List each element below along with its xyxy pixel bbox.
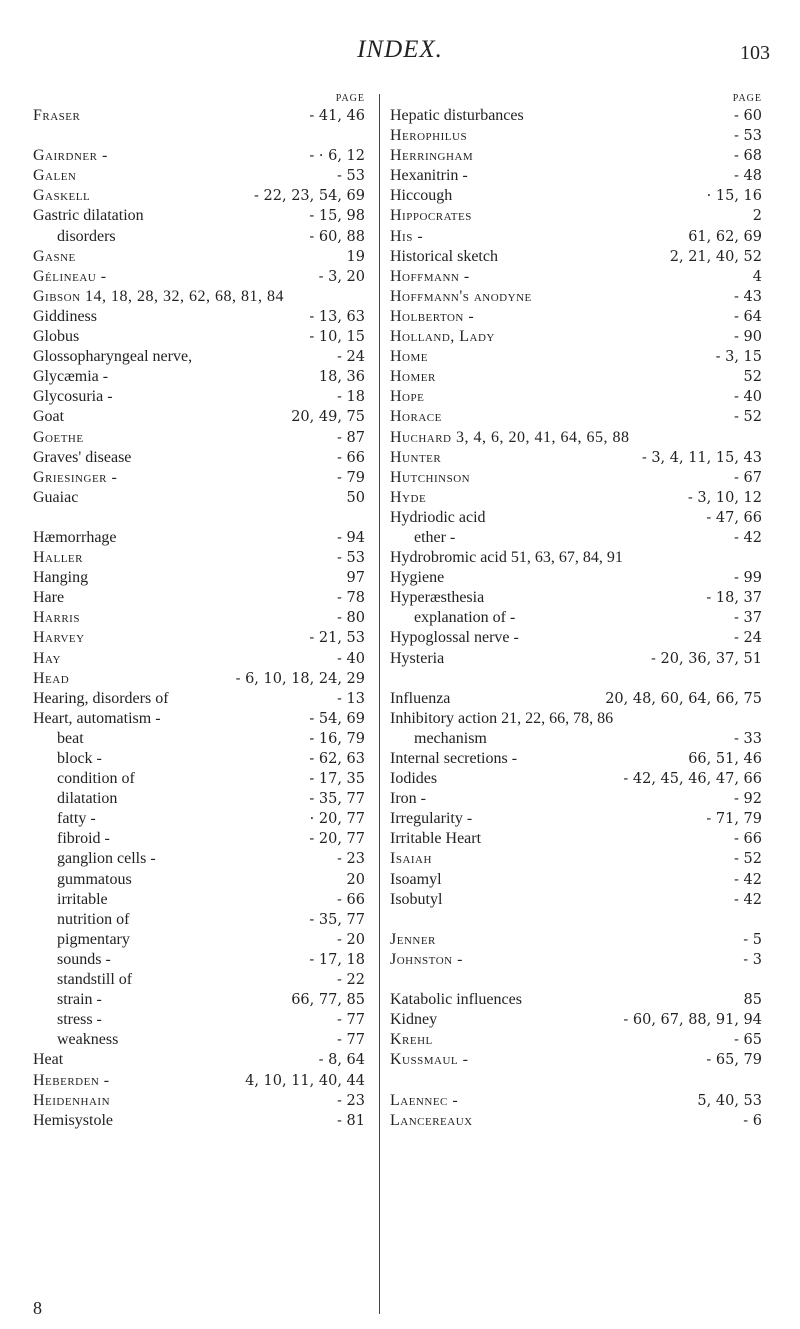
index-entry [390,367,762,387]
index-pages: 2, 21, 40, 52 [669,248,762,265]
index-pages: - 68 [734,148,762,165]
index-entry [390,407,762,427]
index-entry [33,1050,365,1070]
index-term: pigmentary [57,930,130,948]
index-term: Irritable Heart [390,830,482,848]
index-pages: - 35, 77 [309,911,365,928]
index-entry [390,287,762,307]
index-entry [33,428,365,448]
index-entry [390,689,762,709]
index-term: Herringham [390,147,474,165]
index-pages: 18, 36 [318,369,365,386]
index-term: Head [33,669,70,687]
index-entry [33,890,365,910]
index-term: Hunter [390,448,442,466]
index-pages: - 3, 4, 11, 15, 43 [641,449,762,466]
index-term: Gairdner - [33,147,108,165]
index-entry [390,588,762,608]
index-term: Gaskell [33,187,91,205]
index-entry [33,448,365,468]
index-entry [33,588,365,608]
index-entry [33,870,365,890]
index-entry [33,227,365,247]
index-entry [33,327,365,347]
index-entry [33,950,365,970]
index-term: Heat [33,1051,64,1069]
index-term: Iron - [390,790,426,808]
index-entry [33,1010,365,1030]
index-term: Hyperæsthesia [390,589,485,607]
index-pages: - 8, 64 [318,1052,365,1069]
index-term: Hydriodic acid [390,508,486,526]
index-pages: - 92 [734,791,762,808]
index-pages: 52 [743,369,762,386]
index-pages: - 24 [734,630,762,647]
index-pages: - 65, 79 [706,1052,762,1069]
index-entry [390,1111,762,1131]
index-entry [33,709,365,729]
index-pages: 20, 48, 60, 64, 66, 75 [605,690,762,707]
index-term: Johnston - [390,950,463,968]
signature-mark: 8 [33,1298,42,1318]
index-term: Laennec - [390,1091,459,1109]
index-term: Holberton - [390,307,475,325]
index-term: block - [57,750,102,767]
index-term: Gasne [33,247,76,265]
index-pages: - 40 [734,389,762,406]
index-pages: - 60, 67, 88, 91, 94 [623,1012,762,1029]
index-pages: - 17, 18 [309,951,365,968]
index-pages: - 47, 66 [706,509,762,526]
index-entry [33,990,365,1010]
index-pages: - 42 [734,529,762,546]
index-pages: 20, 49, 75 [291,409,365,426]
index-pages: - 5 [743,931,762,948]
index-entry [33,769,365,789]
index-pages: - 6 [743,1112,762,1129]
index-term: explanation of - [414,609,516,627]
index-entry [33,749,365,769]
index-term: Gélineau - [33,267,107,285]
index-pages: - 3 [743,951,762,968]
index-term: fibroid - [57,830,110,848]
index-entry [390,347,762,367]
index-entry [33,347,365,367]
index-entry [390,488,762,508]
page-column-label: PAGE [732,93,762,104]
index-pages: - 20 [337,931,365,948]
index-pages: - 53 [337,550,365,567]
index-entry [390,990,762,1010]
index-pages: - 15, 98 [309,208,365,225]
index-entry [390,890,762,910]
index-entry [390,166,762,186]
index-entry [33,789,365,809]
index-entry [390,206,762,226]
index-term: Hæmorrhage [33,528,117,546]
index-entry [33,528,365,548]
index-entry [390,1091,762,1111]
index-pages: · 20, 77 [309,811,365,828]
index-term: Hippocrates [390,207,472,225]
index-pages: - 42, 45, 46, 47, 66 [623,771,762,788]
index-column-left [33,88,365,1131]
index-pages: - 60 [734,108,762,124]
index-pages: - 71, 79 [706,811,762,828]
index-entry [390,789,762,809]
index-term: Galen [33,167,77,185]
index-term: Isobutyl [390,890,443,908]
index-pages: - 53 [337,168,365,185]
index-term: Hay [33,649,61,667]
index-term: Harris [33,609,80,627]
index-term: Hanging [33,569,89,587]
index-term: Irregularity - [390,810,473,828]
index-term: irritable [57,890,108,908]
index-term: Holland, Lady [390,328,495,346]
index-term: Isoamyl [390,870,442,888]
index-entry [33,1030,365,1050]
index-term: weakness [57,1031,119,1049]
index-term: Graves' disease [33,448,132,466]
index-term: Huchard 3, 4, 6, 20, 41, 64, 65, 88 [390,428,630,446]
index-entry [33,729,365,749]
index-entry [390,186,762,206]
index-pages: - 21, 53 [309,630,365,647]
index-pages: - 20, 77 [309,831,365,848]
index-term: fatty - [57,810,96,828]
index-entry [390,468,762,488]
index-entry [390,508,762,528]
index-term: Homer [390,368,436,386]
index-pages: - 66 [337,449,365,466]
index-entry [390,307,762,327]
index-entry [33,689,365,709]
index-entry [33,809,365,829]
index-term: Hiccough [390,187,453,205]
index-pages: - 77 [337,1012,365,1029]
index-pages: - 52 [734,409,762,426]
index-pages: - 18 [337,389,365,406]
index-pages: - 62, 63 [309,751,365,767]
index-pages: 66, 51, 46 [688,751,762,767]
index-term: gummatous [57,870,132,888]
index-entry [33,307,365,327]
index-entry [33,1111,365,1131]
index-entry [33,166,365,186]
index-entry [390,267,762,287]
index-entry [390,749,762,769]
column-divider [379,94,380,1314]
index-term: Kussmaul - [390,1051,469,1069]
index-term: Globus [33,328,80,346]
index-term: Giddiness [33,307,97,325]
index-entry [390,146,762,166]
index-pages: - 52 [734,851,762,868]
index-entry [33,829,365,849]
index-pages: - 67 [734,469,762,486]
index-term: Influenza [390,689,451,707]
index-term: dilatation [57,790,118,808]
index-entry [390,649,762,669]
index-pages: - 41, 46 [309,108,365,124]
index-term: disorders [57,227,116,245]
index-pages: 66, 77, 85 [291,992,365,1009]
index-entries-left [33,106,365,1131]
index-entry [33,1091,365,1111]
index-term: Hope [390,388,425,406]
index-term: Horace [390,408,442,426]
index-pages: - 43 [734,288,762,305]
index-pages: 50 [346,489,365,506]
index-term: Iodides [390,770,438,788]
index-entry [33,608,365,628]
index-entry [33,488,365,508]
index-entry [390,829,762,849]
index-term: ganglion cells - [57,850,156,868]
index-pages: - 53 [734,128,762,145]
index-term: Glycæmia - [33,368,109,386]
index-entry [33,206,365,226]
index-pages: - 10, 15 [309,329,365,346]
index-pages: - 37 [734,610,762,627]
index-term: Krehl [390,1031,433,1049]
index-entry [390,327,762,347]
index-term: condition of [57,770,135,788]
page-number: 103 [740,42,770,64]
index-entry [390,528,762,548]
index-term: His - [390,227,424,245]
index-term: Hutchinson [390,468,471,486]
index-entry [33,146,365,166]
index-term: Katabolic influences [390,991,522,1009]
index-pages: 97 [346,570,365,587]
index-entry [390,628,762,648]
index-entry [33,628,365,648]
index-pages: - 13 [337,690,365,707]
index-entry [390,387,762,407]
index-pages: - 87 [337,429,365,446]
index-entry [390,428,762,448]
index-term: Hysteria [390,649,445,667]
index-entry [33,186,365,206]
index-term: strain - [57,991,102,1009]
index-pages: - 90 [734,329,762,346]
index-pages: - 80 [337,610,365,627]
index-term: Hexanitrin - [390,167,468,185]
index-entry [33,106,365,126]
index-pages: 20 [346,871,365,888]
index-term: Hearing, disorders of [33,689,169,707]
index-term: Goethe [33,428,84,446]
index-term: mechanism [414,729,487,747]
index-pages: - 65 [734,1032,762,1049]
index-entry [33,468,365,488]
index-entry [33,367,365,387]
index-pages: - 42 [734,891,762,908]
index-term: Historical sketch [390,247,498,265]
index-term: Kidney [390,1011,438,1029]
index-pages: - 48 [734,168,762,185]
index-term: Hydrobromic acid 51, 63, 67, 84, 91 [390,549,623,567]
index-pages: - 64 [734,308,762,325]
index-term: Isaiah [390,850,432,868]
index-term: Internal secretions - [390,750,518,767]
index-term: Home [390,348,428,366]
index-pages: - 16, 79 [309,730,365,747]
index-term: stress - [57,1011,102,1029]
index-entry [390,809,762,829]
index-term: Hyde [390,488,427,506]
index-pages: 85 [743,992,762,1009]
index-pages: - 13, 63 [309,308,365,325]
index-term: Lancereaux [390,1111,473,1129]
index-term: Jenner [390,930,436,948]
index-entry [390,1050,762,1070]
index-term: Heidenhain [33,1091,111,1109]
index-entry [390,870,762,890]
index-entry [390,227,762,247]
index-term: Herophilus [390,127,468,145]
index-term: Hare [33,589,65,607]
index-term: Gibson 14, 18, 28, 32, 62, 68, 81, 84 [33,287,285,305]
index-term: Hygiene [390,569,445,587]
index-pages: - 3, 20 [318,268,365,285]
index-pages: - 79 [337,469,365,486]
index-term: Hemisystole [33,1111,113,1129]
index-pages: - 66 [734,831,762,848]
index-pages: - 20, 36, 37, 51 [651,650,762,667]
index-pages: - 81 [337,1112,365,1129]
index-pages: - 17, 35 [309,771,365,788]
index-term: sounds - [57,950,111,968]
index-term: Guaiac [33,488,79,506]
index-pages: - · 6, 12 [309,148,365,165]
index-entry [33,387,365,407]
index-entry [390,106,762,126]
index-entry [390,950,762,970]
index-pages: - 35, 77 [309,791,365,808]
index-entry [390,1010,762,1030]
index-pages: - 3, 10, 12 [687,489,762,506]
index-entry [390,769,762,789]
index-pages: - 23 [337,1092,365,1109]
index-term: Hypoglossal nerve - [390,629,519,647]
index-pages: - 33 [734,730,762,747]
index-pages: 4 [752,268,762,285]
index-entry [33,287,365,307]
index-term: ether - [414,528,456,546]
index-pages: 2 [752,208,762,225]
index-entry [390,448,762,468]
index-term: Griesinger - [33,468,118,486]
index-pages: - 18, 37 [706,590,762,607]
index-entry [33,548,365,568]
index-term: Hoffmann - [390,267,470,285]
index-pages: - 6, 10, 18, 24, 29 [235,670,365,687]
index-entry [390,568,762,588]
index-term: Inhibitory action 21, 22, 66, 78, 86 [390,709,614,727]
index-term: nutrition of [57,910,130,928]
index-term: Heart, automatism - [33,709,161,727]
index-entry [390,548,762,568]
index-pages: - 23 [337,851,365,868]
index-term: Hoffmann's anodyne [390,287,532,305]
index-pages: 5, 40, 53 [697,1092,762,1109]
index-column-right [390,88,762,1131]
index-term: Goat [33,408,65,426]
index-pages: - 22 [337,972,365,989]
index-pages: 61, 62, 69 [688,228,762,245]
index-entry [33,267,365,287]
index-entries-right [390,106,762,1131]
index-term: Hepatic disturbances [390,107,524,124]
index-entry [390,608,762,628]
index-entry [33,649,365,669]
index-term: Glossopharyngeal nerve, [33,348,193,366]
index-entry [390,247,762,267]
index-pages: - 78 [337,590,365,607]
index-entry [390,729,762,749]
index-pages: - 40 [337,650,365,667]
index-term: Gastric dilatation [33,207,144,225]
index-entry [33,669,365,689]
index-pages: - 22, 23, 54, 69 [254,188,365,205]
index-pages: 19 [346,248,365,265]
index-pages: - 54, 69 [309,710,365,727]
index-entry [33,1071,365,1091]
index-term: Haller [33,549,83,567]
page-column-label: PAGE [335,93,365,104]
index-pages: - 99 [734,570,762,587]
index-term: Fraser [33,107,81,124]
index-entry [33,970,365,990]
index-entry [33,910,365,930]
index-term: standstill of [57,971,133,989]
index-term: Harvey [33,629,85,647]
index-entry [390,126,762,146]
index-term: Glycosuria - [33,388,113,406]
index-entry [33,849,365,869]
index-pages: - 66 [337,891,365,908]
index-pages: - 42 [734,871,762,888]
index-entry [33,407,365,427]
index-entry [390,930,762,950]
index-entry [33,247,365,267]
index-entry [390,709,762,729]
page-header-title: INDEX. [357,36,443,63]
index-entry [390,849,762,869]
index-term: beat [57,729,84,747]
index-pages: - 94 [337,529,365,546]
index-pages: - 3, 15 [715,349,762,366]
index-entry [390,1030,762,1050]
index-entry [33,930,365,950]
index-pages: · 15, 16 [706,188,762,205]
index-pages: - 60, 88 [309,228,365,245]
index-pages: - 24 [337,349,365,366]
index-pages: 4, 10, 11, 40, 44 [245,1072,365,1089]
index-pages: - 77 [337,1032,365,1049]
index-entry [33,568,365,588]
index-term: Heberden - [33,1071,110,1089]
